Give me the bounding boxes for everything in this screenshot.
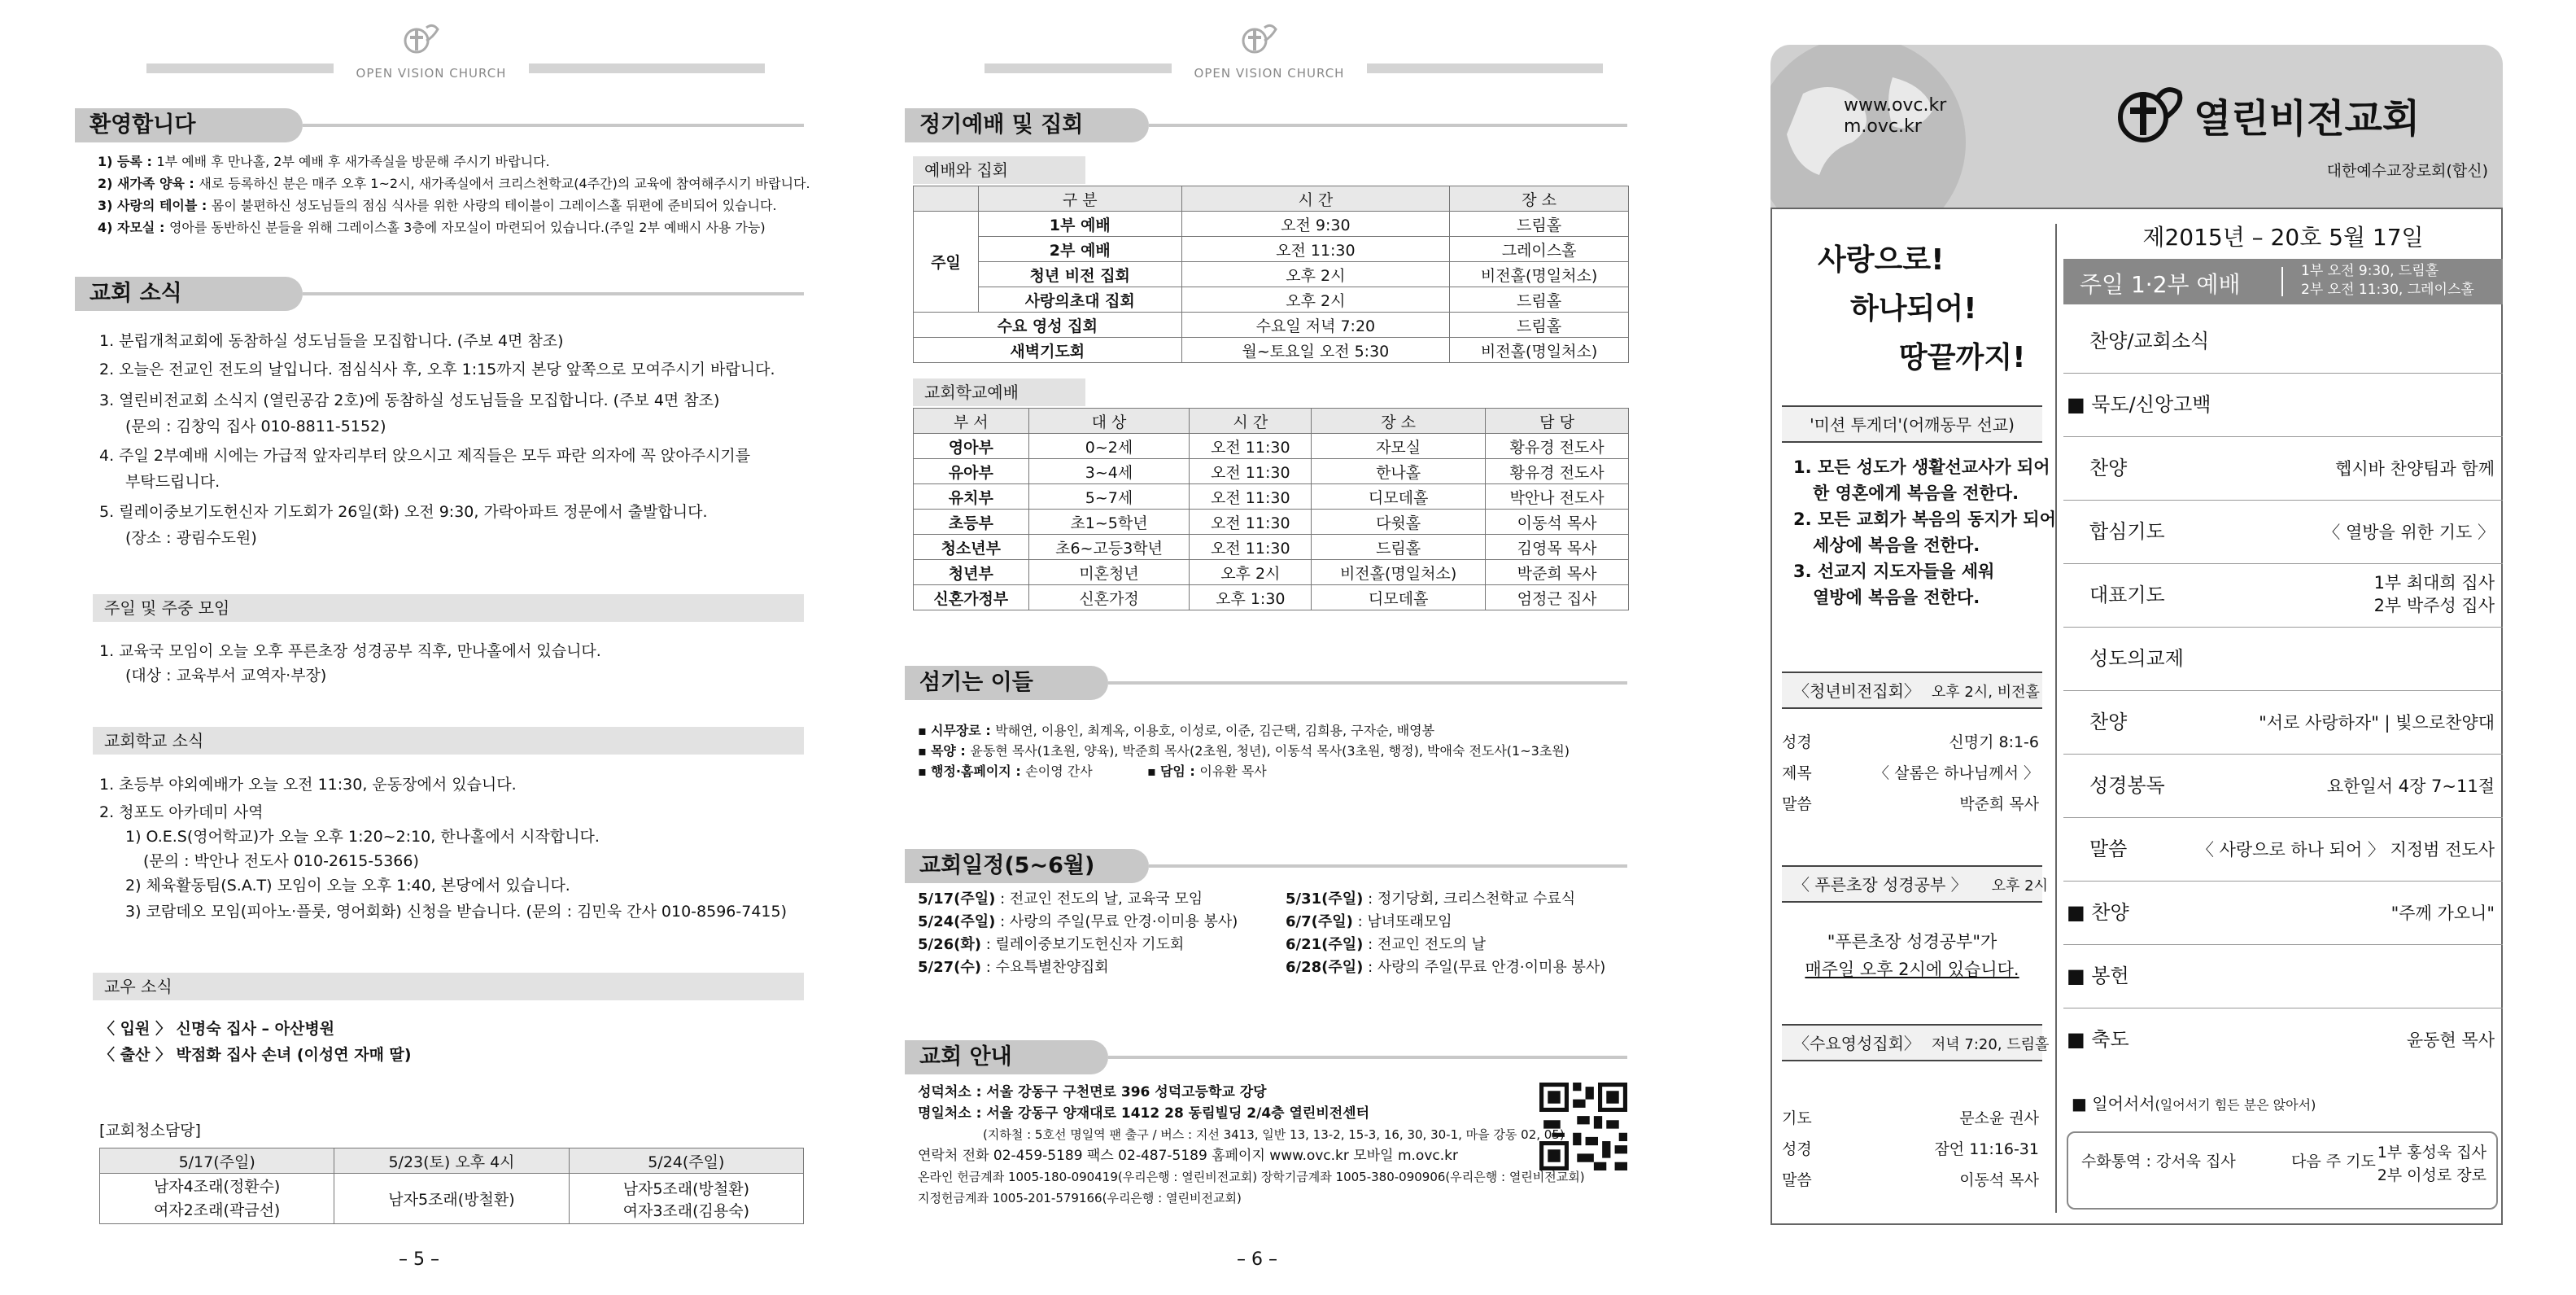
mobile-link[interactable]: m.ovc.kr — [1844, 116, 1922, 137]
mission-item: 열방에 복음을 전한다. — [1813, 588, 1980, 607]
label: 제목 — [1782, 764, 1812, 782]
servant-item: ▪ 시무장로 : 박해연, 이용인, 최계옥, 이용호, 이성로, 이준, 김근택, 김희용, 구자순, 배영봉 — [918, 723, 1435, 738]
table-cell: 다윗홀 — [1312, 510, 1486, 535]
news-title: 교회 소식 — [75, 277, 303, 311]
table-cell: 드림홀 — [1312, 535, 1486, 560]
table-cell: 드림홀 — [1450, 212, 1629, 237]
table-cell: 초6~고등3학년 — [1028, 535, 1190, 560]
order-name: 찬양 — [2089, 711, 2128, 733]
table-cell: 1부 예배 — [978, 212, 1181, 237]
table-cell: 비전홀(명일처소) — [1450, 262, 1629, 287]
mission-item: 3. 선교지 지도자들을 세워 — [1793, 562, 1995, 581]
member-item: 〈 입원 〉 신명숙 집사 – 아산병원 — [99, 1020, 335, 1038]
order-name: ■ 축도 — [2067, 1028, 2129, 1051]
info-title: 교회 안내 — [905, 1040, 1108, 1074]
info-item: 명일처소 : 서울 강동구 양재대로 1412 28 동림빌딩 2/4층 열린비전센터 — [918, 1105, 1370, 1122]
footer-box — [2067, 1131, 2498, 1210]
welcome-item: 3) 사랑의 테이블 : 몸이 불편하신 성도님들의 점심 식사를 위한 사랑의 테이블이 그레이스홀 뒤편에 준비되어 있습니다. — [98, 198, 777, 213]
table-cell: 새벽기도회 — [914, 338, 1182, 363]
member-item: 〈 출산 〉 박점화 집사 손녀 (이성연 자매 딸) — [99, 1046, 412, 1064]
table-cell: 0~2세 — [1028, 434, 1190, 459]
cleaning-header: 5/23(토) 오후 4시 — [334, 1148, 569, 1174]
table-cell: 미혼청년 — [1028, 560, 1190, 585]
servant-item: ▪ 행정·홈페이지 : 손이영 간사 — [918, 763, 1093, 779]
label: 성경 — [1782, 733, 1812, 751]
divider — [2063, 373, 2503, 374]
table-cell: 디모데홀 — [1312, 585, 1486, 610]
page-5 — [0, 0, 838, 1295]
table-cell: 그레이스홀 — [1450, 237, 1629, 262]
order-name: 대표기도 — [2089, 584, 2165, 606]
front-header-band — [1770, 45, 2503, 208]
school-item: 2) 체육활동팀(S.A.T) 모임이 오늘 오후 1:40, 본당에서 있습니다. — [125, 877, 570, 895]
school-worship-sub: 교회학교예배 — [913, 378, 1085, 406]
table-cell: 오전 11:30 — [1181, 237, 1450, 262]
schedule-item: 5/27(수) : 수요특별찬양집회 — [918, 959, 1109, 976]
table-header: 장 소 — [1450, 186, 1629, 212]
members-title: 교우 소식 — [93, 973, 804, 1000]
schedule-item: 5/26(화) : 릴레이중보기도헌신자 기도회 — [918, 936, 1185, 953]
table-cell: 드림홀 — [1450, 287, 1629, 313]
church-en-name: OPEN VISION CHURCH — [1194, 66, 1345, 81]
group-cell: 주일 — [914, 212, 979, 313]
table-cell: 청년부 — [914, 560, 1029, 585]
meetings-title: 주일 및 주중 모임 — [93, 594, 804, 622]
order-name: ■ 봉헌 — [2067, 965, 2129, 987]
table-cell: 2부 예배 — [978, 237, 1181, 262]
order-detail: 1부 최대희 집사 2부 박주성 집사 — [2373, 573, 2495, 615]
service-title: 주일 1·2부 예배 — [2080, 271, 2241, 298]
table-cell: 5~7세 — [1028, 484, 1190, 510]
rise-note: ■ 일어서서(일어서기 힘든 분은 앉아서) — [2072, 1094, 2316, 1113]
worship-title: 정기예배 및 집회 — [905, 108, 1149, 142]
table-cell: 황유경 전도사 — [1486, 459, 1629, 484]
school-item: 2. 청포도 아카데미 사역 — [99, 803, 264, 821]
table-cell: 이동석 목사 — [1486, 510, 1629, 535]
school-item: 3) 코람데오 모임(피아노·플룻, 영어회화) 신청을 받습니다. (문의 : 김민욱 간사 010-8596-7415) — [125, 903, 788, 921]
table-cell: 유아부 — [914, 459, 1029, 484]
table-header: 시 간 — [1181, 186, 1450, 212]
table-header: 장 소 — [1312, 409, 1486, 434]
table-cell: 오후 1:30 — [1190, 585, 1312, 610]
mission-item: 한 영혼에게 복음을 전한다. — [1813, 483, 2019, 503]
table-cell: 오전 11:30 — [1190, 459, 1312, 484]
mission-item: 세상에 복음을 전한다. — [1813, 536, 1980, 555]
order-name: ■ 묵도/신앙고백 — [2067, 393, 2211, 416]
table-cell: 드림홀 — [1450, 313, 1629, 338]
cleaning-cell: 남자5조래(방철환) — [334, 1174, 569, 1224]
servant-item: ▪ 목양 : 윤동현 목사(1초원, 양육), 박준희 목사(2초원, 청년), 이동석 목사(3초원, 행정), 박애숙 전도사(1~3초원) — [918, 743, 1570, 759]
next-prayer-label: 다음 주 기도 — [2291, 1153, 2376, 1170]
welcome-item: 2) 새가족 양육 : 새로 등록하신 분은 매주 오후 1~2시, 새가족실에서 크리스천학교(4주간)의 교육에 참여해주시기 바랍니다. — [98, 176, 810, 191]
table-cell: 디모데홀 — [1312, 484, 1486, 510]
next-prayer: 1부 홍성욱 집사 2부 이성로 장로 — [2377, 1144, 2486, 1184]
table-cell: 청년 비전 집회 — [978, 262, 1181, 287]
church-en-name: OPEN VISION CHURCH — [356, 66, 507, 81]
table-cell: 사랑의초대 집회 — [978, 287, 1181, 313]
schedule-item: 6/7(주일) : 남녀또래모임 — [1286, 913, 1452, 930]
order-name: 말씀 — [2089, 838, 2128, 860]
welcome-item: 1) 등록 : 1부 예배 후 만나홀, 2부 예배 후 새가족실을 방문해 주시기 바랍니다. — [98, 154, 550, 169]
order-name: 찬양/교회소식 — [2089, 330, 2210, 352]
slogan-line: 사랑으로! — [1818, 243, 1945, 277]
table-cell: 영아부 — [914, 434, 1029, 459]
value: 잠언 11:16-31 — [1934, 1140, 2039, 1158]
table-cell: 수요일 저녁 7:20 — [1181, 313, 1450, 338]
table-cell: 한나홀 — [1312, 459, 1486, 484]
table-cell: 수요 영성 집회 — [914, 313, 1182, 338]
mission-item: 2. 모든 교회가 복음의 동지가 되어 — [1793, 510, 2056, 529]
table-cell: 청소년부 — [914, 535, 1029, 560]
news-item: (문의 : 김창익 집사 010-8811-5152) — [125, 418, 386, 435]
table-header: 시 간 — [1190, 409, 1312, 434]
table-header: 대 상 — [1028, 409, 1190, 434]
order-name: 합심기도 — [2089, 520, 2165, 543]
table-cell: 오전 11:30 — [1190, 484, 1312, 510]
divider — [2063, 881, 2503, 882]
value: 〈 살롬은 하나님께서 〉 — [1874, 764, 2039, 782]
divider — [2063, 500, 2503, 501]
table-cell: 박준희 목사 — [1486, 560, 1629, 585]
cleaning-title: [교회청소담당] — [99, 1122, 201, 1140]
cleaning-cell: 남자4조래(정환수) 여자2조래(곽금선) — [100, 1174, 334, 1224]
slogan-line: 하나되어! — [1850, 292, 1977, 326]
table-cell: 김영목 목사 — [1486, 535, 1629, 560]
school-title: 교회학교 소식 — [93, 727, 804, 755]
label: 성경 — [1782, 1140, 1812, 1158]
table-cell: 오전 9:30 — [1181, 212, 1450, 237]
school-item: (문의 : 박안나 전도사 010-2615-5366) — [143, 852, 419, 870]
info-item: 온라인 헌금계좌 1005-180-090419(우리은행 : 열린비전교회) 장학기금계좌 1005-380-090906(우리은행 : 열린비전교회) — [918, 1170, 1585, 1184]
youth-box: 〈청년비전집회〉 오후 2시, 비전홀 — [1782, 672, 2042, 709]
news-item: 5. 릴레이중보기도헌신자 기도회가 26일(화) 오전 9:30, 가락아파트 정문에서 출발합니다. — [99, 503, 708, 521]
news-item: 1. 분립개척교회에 동참하실 성도님들을 모집합니다. (주보 4면 참조) — [99, 332, 564, 350]
schedule-item: 6/21(주일) : 전교인 전도의 날 — [1286, 936, 1487, 953]
denomination: 대한예수교장로회(합신) — [2326, 162, 2488, 180]
school-item: 1) O.E.S(영어학교)가 오늘 오후 1:20~2:10, 한나홀에서 시작합니다. — [125, 828, 600, 846]
order-detail: "주께 가오니" — [2390, 903, 2495, 923]
table-cell: 엄정근 집사 — [1486, 585, 1629, 610]
schedule-item: 5/17(주일) : 전교인 전도의 날, 교육국 모임 — [918, 890, 1203, 908]
value: 신명기 8:1-6 — [1949, 733, 2039, 751]
value: 이동석 목사 — [1959, 1171, 2039, 1189]
service-header — [2063, 259, 2503, 304]
order-detail: 헵시바 찬양팀과 함께 — [2335, 459, 2495, 479]
order-name: 성도의교제 — [2089, 647, 2184, 670]
order-detail: 〈 열방을 위한 기도 〉 — [2323, 523, 2495, 542]
slogan — [1818, 236, 2026, 383]
order-name: 찬양 — [2089, 457, 2128, 479]
info-item: (지하철 : 5호선 명일역 팬 출구 / 버스 : 지선 3413, 일반 13, 13-2, 15-3, 16, 30, 30-1, 마을 강동 02, 05) — [983, 1127, 1565, 1142]
value: 박준희 목사 — [1959, 795, 2039, 813]
church-name: 열린비전교회 — [2194, 96, 2421, 142]
website-link[interactable]: www.ovc.kr — [1844, 95, 1947, 116]
table-cell: 월~토요일 오전 5:30 — [1181, 338, 1450, 363]
divider — [2063, 436, 2503, 437]
service-times: 1부 오전 9:30, 드림홀 2부 오전 11:30, 그레이스홀 — [2301, 263, 2474, 298]
church-logo-icon — [1237, 23, 1279, 55]
order-name: 성경봉독 — [2089, 774, 2165, 797]
order-detail: 〈 사랑으로 하나 되어 〉 지정범 전도사 — [2196, 840, 2495, 860]
cleaning-header: 5/24(주일) — [569, 1148, 803, 1174]
green-text: "푸른초장 성경공부"가 매주일 오후 2시에 있습니다. — [1805, 932, 2019, 979]
worship-table — [913, 186, 1629, 363]
table-cell: 3~4세 — [1028, 459, 1190, 484]
news-item: 부탁드립니다. — [125, 473, 220, 491]
wed-box: 〈수요영성집회〉 저녁 7:20, 드림홀 — [1782, 1024, 2042, 1061]
welcome-item: 4) 자모실 : 영아를 동반하신 분들을 위해 그레이스홀 3층에 자모실이 마련되어 있습니다.(주일 2부 예배시 사용 가능) — [98, 220, 766, 235]
issue-date: 제2015년 – 20호 5월 17일 — [2142, 224, 2424, 251]
order-detail: 윤동현 목사 — [2406, 1030, 2495, 1050]
table-header: 부 서 — [914, 409, 1029, 434]
info-item: 성덕처소 : 서울 강동구 구천면로 396 성덕고등학교 강당 — [918, 1084, 1267, 1100]
label: 말씀 — [1782, 795, 1812, 813]
news-item: 3. 열린비전교회 소식지 (열린공감 2호)에 동참하실 성도님들을 모집합니다. (주보 4면 참조) — [99, 392, 720, 409]
table-cell: 황유경 전도사 — [1486, 434, 1629, 459]
table-cell: 신혼가정부 — [914, 585, 1029, 610]
welcome-title: 환영합니다 — [75, 108, 303, 142]
table-cell: 오전 11:30 — [1190, 434, 1312, 459]
label: 기도 — [1782, 1109, 1812, 1127]
page-number: – 5 – — [399, 1249, 439, 1270]
schedule-item: 5/31(주일) : 정기당회, 크리스천학교 수료식 — [1286, 890, 1576, 908]
table-cell: 오후 2시 — [1190, 560, 1312, 585]
running-header — [146, 23, 765, 81]
mission-item: 1. 모든 성도가 생활선교사가 되어 — [1793, 457, 2050, 477]
green-box: 〈 푸른초장 성경공부 〉 오후 2시 — [1782, 865, 2042, 903]
info-item: 연락처 전화 02-459-5189 팩스 02-487-5189 홈페이지 www.ovc.kr 모바일 m.ovc.kr — [918, 1148, 1458, 1164]
table-cell: 신혼가정 — [1028, 585, 1190, 610]
divider — [2063, 690, 2503, 691]
cleaning-header: 5/17(주일) — [100, 1148, 334, 1174]
table-cell: 오전 11:30 — [1190, 535, 1312, 560]
info-item: 지정헌금계좌 1005-201-579166(우리은행 : 열린비전교회) — [918, 1191, 1242, 1205]
schedule-title: 교회일정(5~6월) — [905, 849, 1149, 883]
servants-title: 섬기는 이들 — [905, 666, 1108, 700]
label: 말씀 — [1782, 1171, 1812, 1189]
divider — [2063, 817, 2503, 818]
meeting-item: 1. 교육국 모임이 오늘 오후 푸른초장 성경공부 직후, 만나홀에서 있습니다. — [99, 642, 601, 660]
page-number: – 6 – — [1237, 1249, 1277, 1270]
meeting-item: (대상 : 교육부서 교역자·부장) — [125, 667, 327, 685]
table-cell: 박안나 전도사 — [1486, 484, 1629, 510]
divider — [2063, 754, 2503, 755]
value: 문소윤 권사 — [1959, 1109, 2039, 1127]
order-name: ■ 찬양 — [2067, 901, 2129, 924]
table-header: 담 당 — [1486, 409, 1629, 434]
table-cell: 오전 11:30 — [1190, 510, 1312, 535]
table-cell: 오후 2시 — [1181, 287, 1450, 313]
cleaning-table — [99, 1148, 804, 1224]
cleaning-cell: 남자5조래(방철환) 여자3조래(김용숙) — [569, 1174, 803, 1224]
worship-sub: 예배와 집회 — [913, 156, 1085, 184]
table-cell: 오후 2시 — [1181, 262, 1450, 287]
church-logo-icon — [2112, 81, 2185, 147]
running-header — [985, 23, 1603, 81]
divider — [2063, 627, 2503, 628]
news-item: 2. 오늘은 전교인 전도의 날입니다. 점심식사 후, 오후 1:15까지 본당 앞쪽으로 모여주시기 바랍니다. — [99, 361, 775, 378]
table-header: 구 분 — [978, 186, 1181, 212]
mission-title: '미션 투게더'(어깨동무 선교) — [1782, 405, 2042, 443]
divider — [2063, 944, 2503, 945]
table-cell: 유치부 — [914, 484, 1029, 510]
table-cell: 비전홀(명일처소) — [1450, 338, 1629, 363]
school-item: 1. 초등부 야외예배가 오늘 오전 11:30, 운동장에서 있습니다. — [99, 776, 517, 794]
church-logo-icon — [399, 23, 441, 55]
table-cell: 초등부 — [914, 510, 1029, 535]
table-header — [914, 186, 979, 212]
table-cell: 초1~5학년 — [1028, 510, 1190, 535]
divider — [2063, 563, 2503, 564]
news-item: (장소 : 광림수도원) — [125, 529, 257, 547]
church-urls — [1844, 95, 1946, 138]
table-cell: 자모실 — [1312, 434, 1486, 459]
schedule-item: 6/28(주일) : 사랑의 주일(무료 안경·이미용 봉사) — [1286, 959, 1606, 976]
news-item: 4. 주일 2부예배 시에는 가급적 앞자리부터 앉으시고 제직들은 모두 파란 의자에 꼭 앉아주시기를 — [99, 447, 751, 465]
page-6 — [879, 0, 1692, 1295]
order-detail: "서로 사랑하자" | 빛으로찬양대 — [2259, 713, 2495, 733]
schedule-item: 5/24(주일) : 사랑의 주일(무료 안경·이미용 봉사) — [918, 913, 1238, 930]
slogan-line: 땅끝까지! — [1899, 341, 2026, 374]
school-worship-table — [913, 408, 1629, 610]
pastor-item: ▪ 담임 : 이유환 목사 — [1147, 763, 1267, 779]
order-detail: 요한일서 4장 7~11절 — [2326, 777, 2495, 796]
table-cell: 비전홀(명일처소) — [1312, 560, 1486, 585]
sign-interpreter: 수화통역 : 강서욱 집사 — [2081, 1153, 2236, 1170]
